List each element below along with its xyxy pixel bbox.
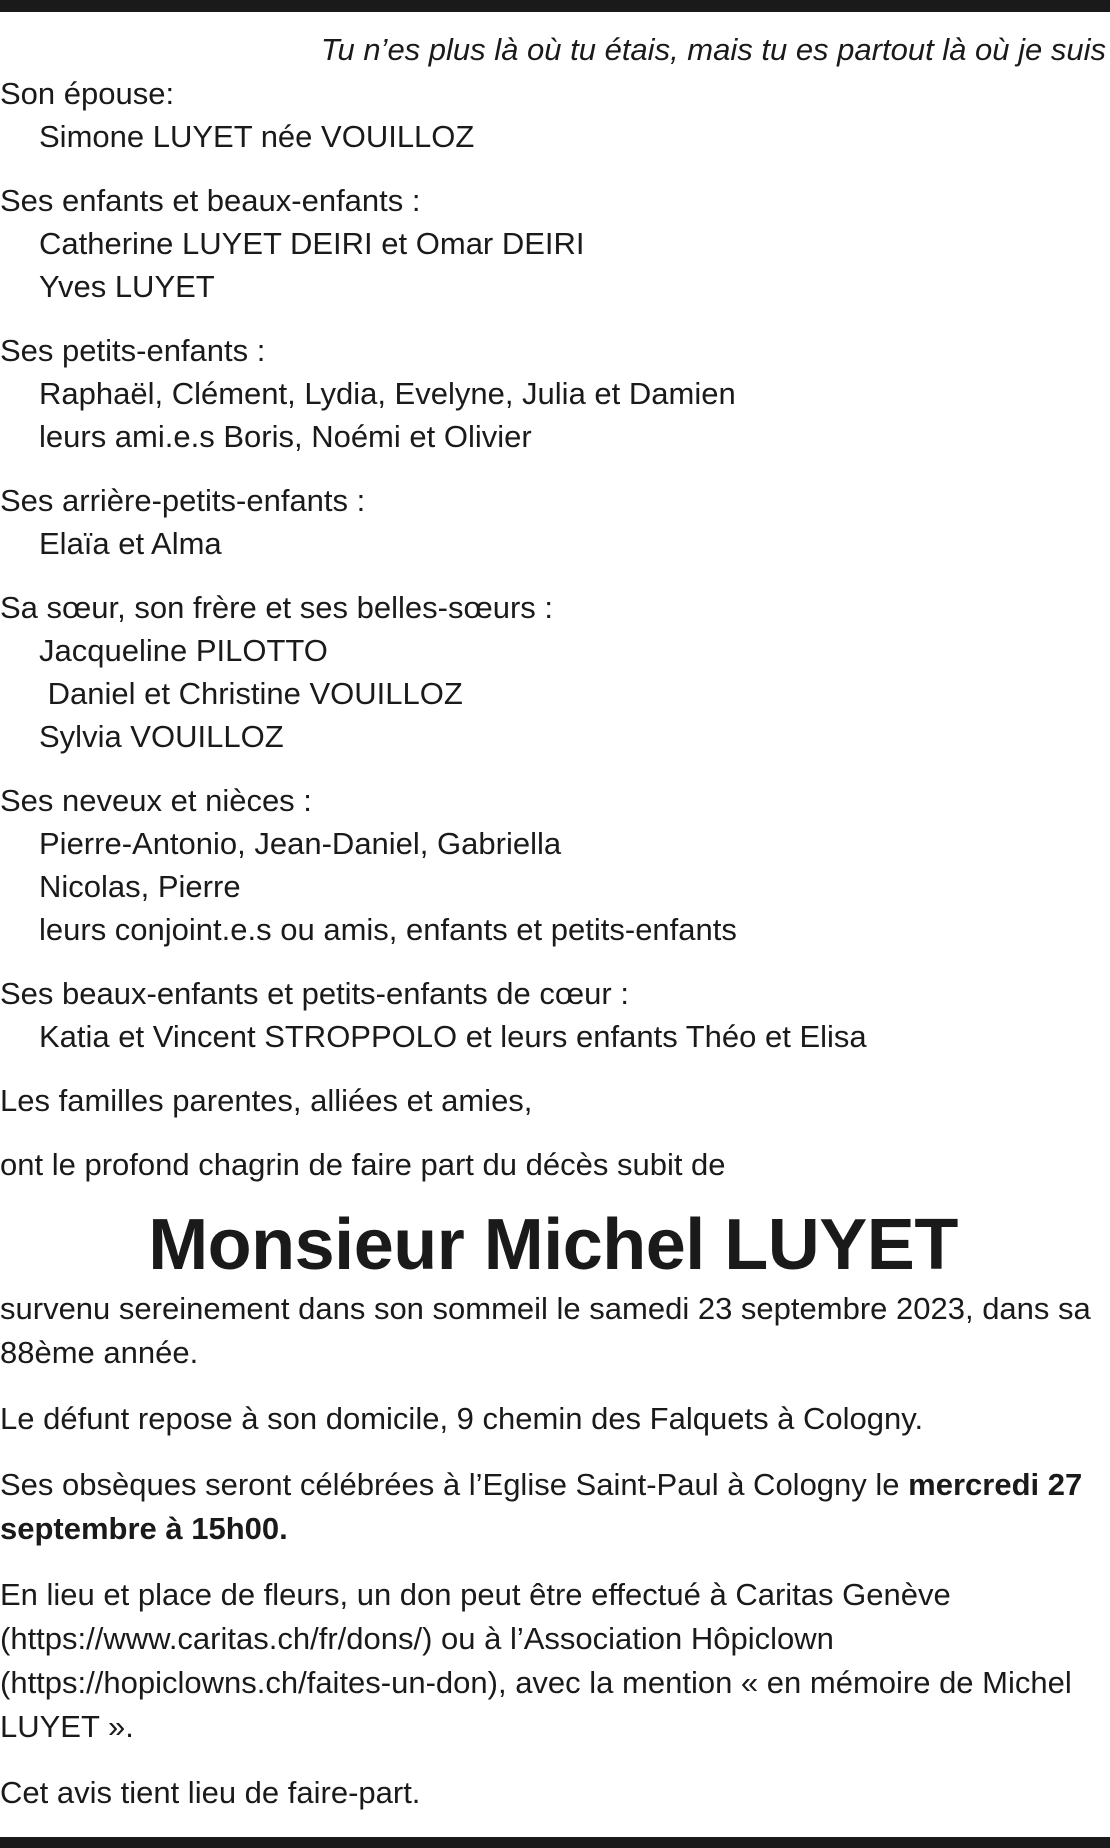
- family-list: [0, 72, 1106, 1058]
- bottom-rule: [0, 1837, 1110, 1848]
- family-member: Raphaël, Clément, Lydia, Evelyne, Julia et Damien: [39, 376, 736, 411]
- family-member: Sylvia VOUILLOZ: [39, 719, 284, 754]
- family-member: leurs conjoint.e.s ou amis, enfants et petits-enfants: [39, 912, 737, 947]
- family-member: Yves LUYET: [39, 269, 215, 304]
- donation-paragraph: En lieu et place de fleurs, un don peut être effectué à Caritas Genève (https://www.caritas.ch/fr/dons/) ou à l’Association Hôpiclown (https://hopiclowns.ch/faites-un-don), avec la mention « en mémoire de Michel LUYET ».: [0, 1577, 1072, 1744]
- family-member: Jacqueline PILOTTO: [39, 633, 328, 668]
- funeral-date: mercredi 27 septembre à 15h00.: [0, 1467, 1083, 1546]
- family-group-heading: Sa sœur, son frère et ses belles-sœurs :: [0, 590, 554, 625]
- family-group-heading: Son épouse:: [0, 76, 175, 111]
- family-group-heading: Ses arrière-petits-enfants :: [0, 483, 366, 518]
- family-member: Nicolas, Pierre: [39, 869, 241, 904]
- family-member: Elaïa et Alma: [39, 526, 222, 561]
- obituary-notice: [0, 28, 1106, 1837]
- family-group: [0, 586, 1106, 758]
- deceased-name: Monsieur Michel LUYET: [148, 1205, 958, 1285]
- family-group: [0, 179, 1106, 308]
- closing-paragraph: Cet avis tient lieu de faire-part.: [0, 1775, 421, 1810]
- family-member: Katia et Vincent STROPPOLO et leurs enfants Théo et Elisa: [39, 1019, 867, 1054]
- family-group: [0, 479, 1106, 565]
- family-group-heading: Ses petits-enfants :: [0, 333, 266, 368]
- funeral-text: Ses obsèques seront célébrées à l’Eglise Saint-Paul à Cologny le: [0, 1467, 909, 1502]
- funeral-paragraph: [0, 1463, 1106, 1551]
- death-paragraph: survenu sereinement dans son sommeil le samedi 23 septembre 2023, dans sa 88ème année.: [0, 1291, 1091, 1370]
- top-rule: [0, 0, 1110, 12]
- family-member: leurs ami.e.s Boris, Noémi et Olivier: [39, 419, 532, 454]
- family-group: [0, 972, 1106, 1058]
- family-member: Catherine LUYET DEIRI et Omar DEIRI: [39, 226, 585, 261]
- families-line: Les familles parentes, alliées et amies,: [0, 1083, 533, 1118]
- family-member: Daniel et Christine VOUILLOZ: [39, 676, 463, 711]
- family-member: Pierre-Antonio, Jean-Daniel, Gabriella: [39, 826, 562, 861]
- family-group-heading: Ses beaux-enfants et petits-enfants de cœur :: [0, 976, 629, 1011]
- family-group-heading: Ses enfants et beaux-enfants :: [0, 183, 421, 218]
- family-group: [0, 329, 1106, 458]
- rests-paragraph: Le défunt repose à son domicile, 9 chemin des Falquets à Cologny.: [0, 1401, 924, 1436]
- announcement-line: ont le profond chagrin de faire part du décès subit de: [0, 1147, 726, 1182]
- epigraph: Tu n’es plus là où tu étais, mais tu es partout là où je suis: [320, 32, 1106, 67]
- family-group-heading: Ses neveux et nièces :: [0, 783, 312, 818]
- family-group: [0, 72, 1106, 158]
- family-member: Simone LUYET née VOUILLOZ: [39, 119, 475, 154]
- family-group: [0, 779, 1106, 951]
